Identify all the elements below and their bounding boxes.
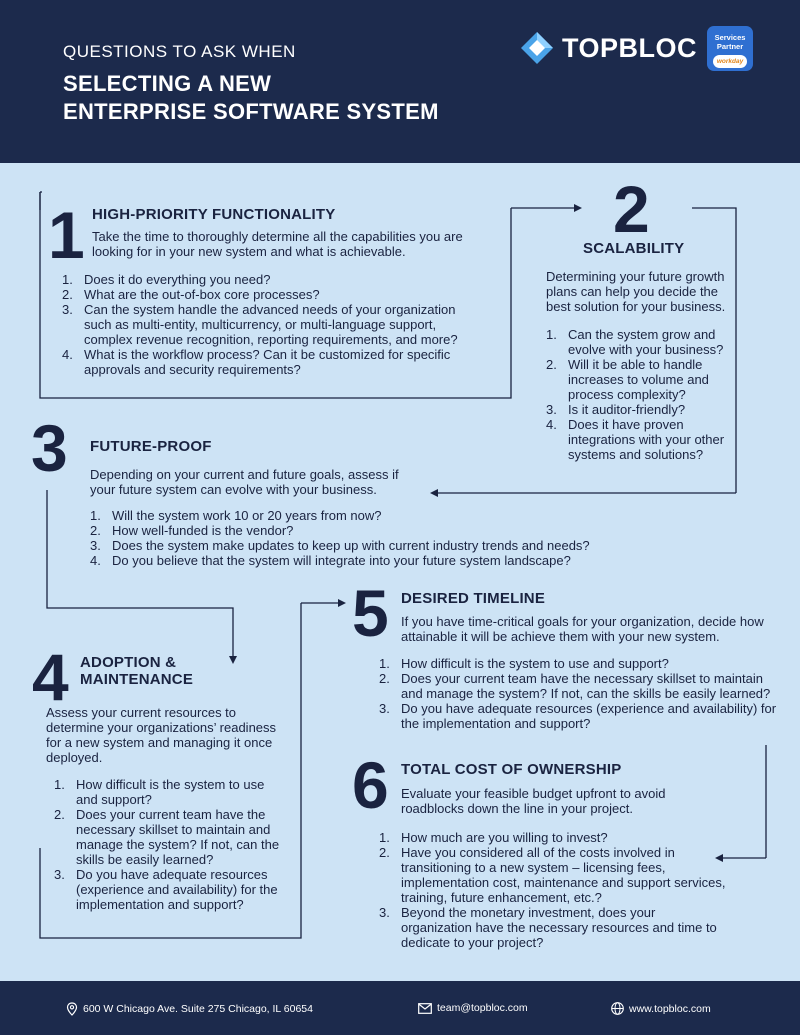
section-4-questions	[54, 777, 284, 912]
section-4-title: ADOPTION & MAINTENANCE	[80, 654, 194, 688]
list-item: Will the system work 10 or 20 years from now?	[112, 508, 382, 523]
list-item: What is the workflow process? Can it be customized for specific approvals and security requirements?	[84, 347, 451, 377]
list-item: Have you considered all of the costs involved in transitioning to a new system – licensing fees, implementation cost, maintenance and support services, training, future enhancement, etc.?	[401, 845, 726, 905]
list-item: How much are you willing to invest?	[401, 830, 608, 845]
section-5-title: DESIRED TIMELINE	[401, 590, 546, 607]
section-1-intro: Take the time to thoroughly determine all the capabilities you are looking for in your new system and what is achievable.	[92, 229, 463, 259]
list-item: Can the system handle the advanced needs of your organization such as multi-entity, multicurrency, or multi-language support, complex revenue recognition, reporting requirements, and more?	[84, 302, 458, 347]
globe-icon	[611, 1002, 624, 1015]
list-item: Do you have adequate resources (experience and availability) for the implementation and support?	[401, 701, 777, 731]
logo-text: TOPBLOC	[562, 32, 698, 63]
list-item: Do you have adequate resources (experience and availability) for the implementation and support?	[76, 867, 278, 912]
website-link[interactable]: www.topbloc.com	[629, 1002, 711, 1015]
section-5-intro: If you have time-critical goals for your organization, decide how attainable it will be achieve them with your new system.	[401, 614, 764, 644]
envelope-icon	[418, 1003, 432, 1014]
list-item: How difficult is the system to use and support?	[401, 656, 669, 671]
page-footer	[0, 981, 800, 1035]
section-1-title: HIGH-PRIORITY FUNCTIONALITY	[92, 206, 336, 223]
list-item: Does it have proven integrations with your other systems and solutions?	[568, 417, 725, 462]
section-2-intro: Determining your future growth plans can help you decide the best solution for your business.	[546, 269, 726, 314]
list-item: Does your current team have the necessary skillset to maintain and manage the system? If not, can the skills be easily learned?	[401, 671, 771, 701]
list-item: Will it be able to handle increases to volume and process complexity?	[568, 357, 709, 402]
list-item: Can the system grow and evolve with your business?	[568, 327, 724, 357]
list-item: Does your current team have the necessary skillset to maintain and manage the system? If not, can the skills be easily learned?	[76, 807, 280, 867]
section-6-intro: Evaluate your feasible budget upfront to avoid roadblocks down the line in your project.	[401, 786, 666, 816]
section-4-number: 4	[32, 640, 69, 714]
email-link[interactable]: team@topbloc.com	[437, 1002, 528, 1014]
section-4-intro: Assess your current resources to determine your organizations’ readiness for a new system and managing it once deployed.	[46, 705, 277, 765]
section-6-title: TOTAL COST OF OWNERSHIP	[401, 761, 622, 778]
section-1-questions	[62, 272, 482, 377]
section-5-questions	[379, 656, 781, 731]
section-5-number: 5	[352, 576, 389, 650]
list-item: How difficult is the system to use and support?	[76, 777, 265, 807]
list-item: Does the system make updates to keep up with current industry trends and needs?	[112, 538, 590, 553]
section-3-questions	[90, 508, 630, 568]
section-3-intro: Depending on your current and future goals, assess if your future system can evolve with your business.	[90, 467, 399, 497]
footer-website[interactable]	[611, 1002, 711, 1015]
location-pin-icon	[66, 1002, 78, 1016]
list-item: Beyond the monetary investment, does your organization have the necessary resources and time to dedicate to your project?	[401, 905, 717, 950]
workday-logo: workday	[713, 55, 747, 68]
section-6-questions	[379, 830, 729, 950]
section-1-number: 1	[48, 198, 85, 272]
list-item: How well-funded is the vendor?	[112, 523, 294, 538]
section-2-questions	[546, 327, 742, 462]
list-item: What are the out-of-box core processes?	[84, 287, 320, 302]
page-title: SELECTING A NEW ENTERPRISE SOFTWARE SYSTEM	[63, 71, 439, 124]
workday-partner-badge: Services Partner workday	[707, 26, 753, 71]
section-3-number: 3	[31, 411, 68, 485]
section-2-title: SCALABILITY	[583, 240, 685, 257]
section-2-number: 2	[613, 172, 650, 246]
footer-address: 600 W Chicago Ave. Suite 275 Chicago, IL 60654	[66, 1002, 313, 1016]
list-item: Does it do everything you need?	[84, 272, 271, 287]
section-6-number: 6	[352, 748, 389, 822]
footer-email[interactable]	[418, 1002, 528, 1014]
header-eyebrow: QUESTIONS TO ASK WHEN	[63, 42, 296, 61]
list-item: Do you believe that the system will integrate into your future system landscape?	[112, 553, 571, 568]
list-item: Is it auditor-friendly?	[568, 402, 686, 417]
section-3-title: FUTURE-PROOF	[90, 438, 212, 455]
